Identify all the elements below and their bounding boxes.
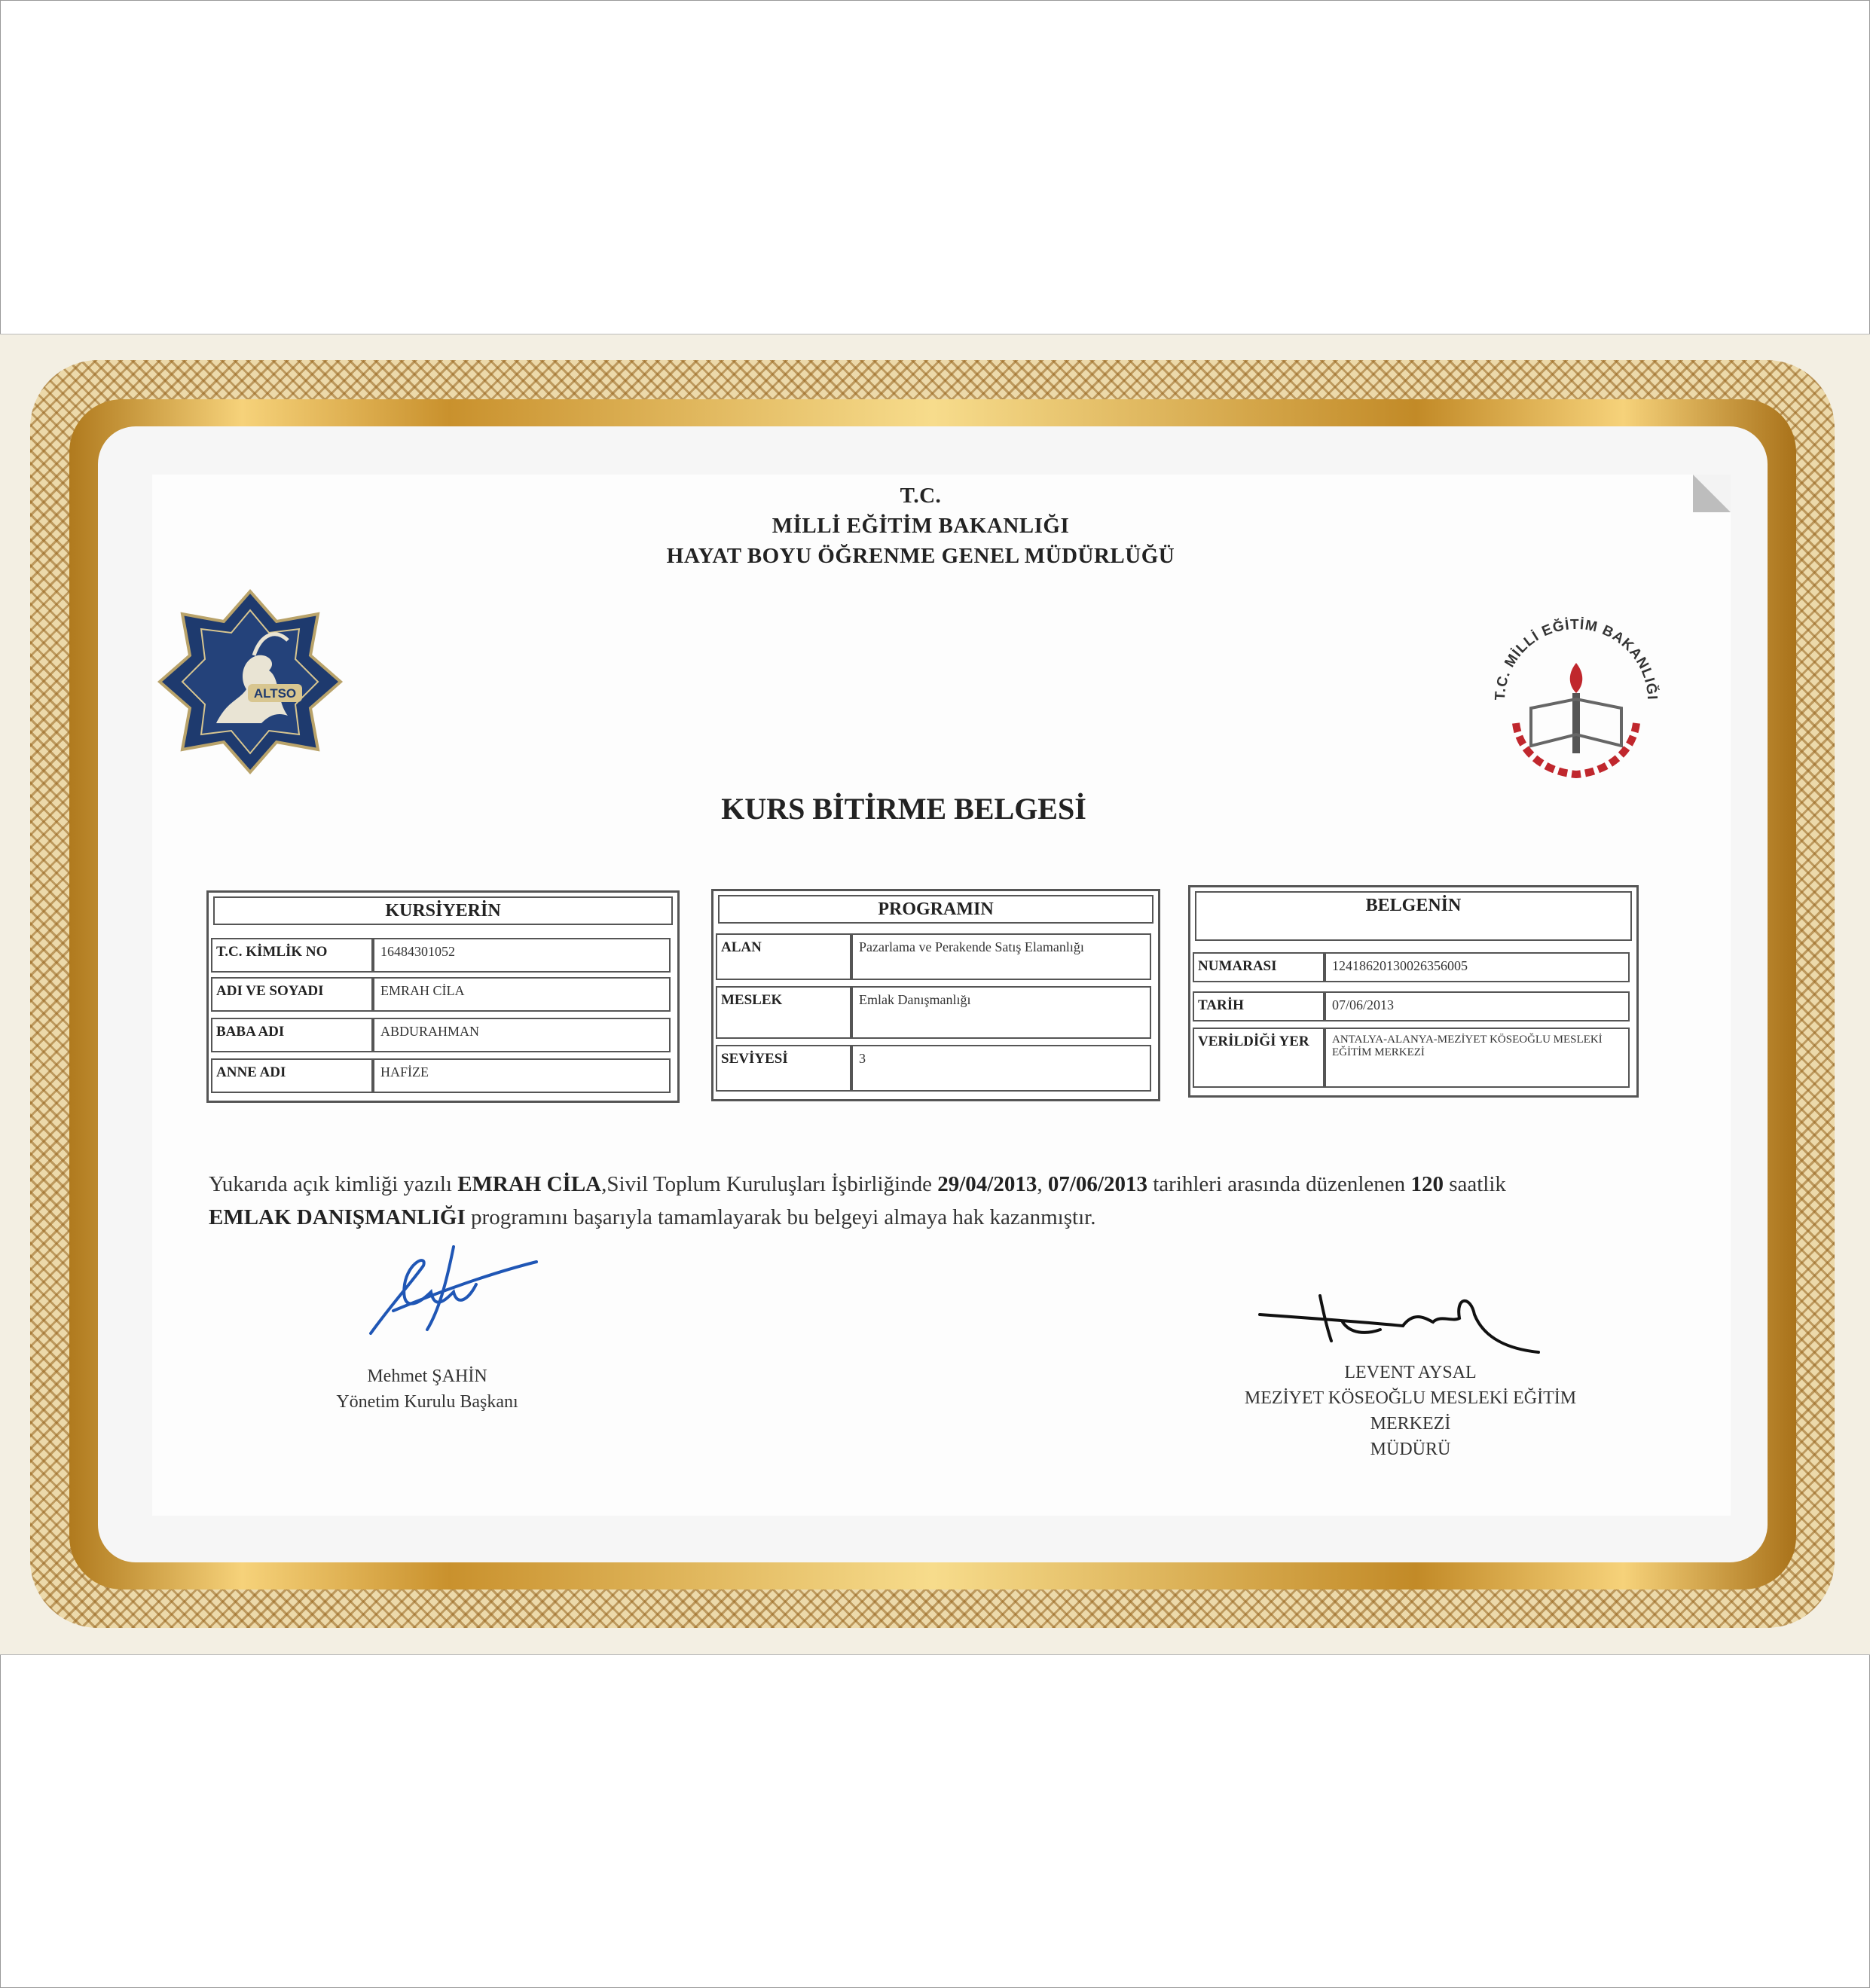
statement-end-date: 07/06/2013: [1047, 1172, 1147, 1196]
right-signatory-name: LEVENT AYSAL: [1344, 1363, 1477, 1382]
trainee-table-heading: KURSİYERİN: [213, 896, 673, 925]
program-level-label: SEVİYESİ: [716, 1045, 851, 1092]
statement-text: programını başarıyla tamamlayarak bu belgeyi almaya hak kazanmıştır.: [465, 1205, 1096, 1229]
statement-program: EMLAK DANIŞMANLIĞI: [209, 1205, 466, 1229]
statement-hours: 120: [1410, 1172, 1444, 1196]
left-signatory-name: Mehmet ŞAHİN: [367, 1367, 487, 1386]
trainee-name-value: EMRAH CİLA: [373, 977, 671, 1012]
document-place-value: ANTALYA-ALANYA-MEZİYET KÖSEOĞLU MESLEKİ EĞİTİM MERKEZİ: [1325, 1028, 1630, 1088]
program-profession-value: Emlak Danışmanlığı: [851, 986, 1151, 1039]
document-number-value: 12418620130026356005: [1325, 952, 1630, 982]
document-number-label: NUMARASI: [1193, 952, 1325, 982]
statement-text: tarihleri arasında düzenlenen: [1147, 1172, 1411, 1196]
trainee-father-label: BABA ADI: [211, 1018, 373, 1052]
document-table-heading: BELGENİN: [1195, 891, 1632, 941]
trainee-id-value: 16484301052: [373, 938, 671, 973]
program-field-label: ALAN: [716, 933, 851, 980]
trainee-mother-label: ANNE ADI: [211, 1058, 373, 1093]
program-profession-label: MESLEK: [716, 986, 851, 1039]
statement-text: Yukarıda açık kimliği yazılı: [209, 1172, 458, 1196]
trainee-name-label: ADI VE SOYADI: [211, 977, 373, 1012]
header-line-2: MİLLİ EĞİTİM BAKANLIĞI: [772, 514, 1070, 538]
document-date-value: 07/06/2013: [1325, 991, 1630, 1021]
right-signatory-line4: MÜDÜRÜ: [1370, 1440, 1451, 1459]
certificate-statement: [209, 1168, 1731, 1234]
program-table-heading: PROGRAMIN: [718, 895, 1153, 924]
certificate-title: KURS BİTİRME BELGESİ: [721, 792, 1086, 826]
program-field-value: Pazarlama ve Perakende Satış Elamanlığı: [851, 933, 1151, 980]
document-place-label: VERİLDİĞİ YER: [1193, 1028, 1325, 1088]
document-table: [1188, 885, 1639, 1098]
left-signatory: [284, 1364, 570, 1415]
header-line-3: HAYAT BOYU ÖĞRENME GENEL MÜDÜRLÜĞÜ: [666, 544, 1175, 568]
program-table: [711, 889, 1160, 1101]
statement-text: ,Sivil Toplum Kuruluşları İşbirliğinde: [601, 1172, 938, 1196]
header-line-1: T.C.: [900, 484, 942, 508]
altso-logo-text: ALTSO: [253, 686, 297, 701]
meb-logo-icon: [1463, 580, 1689, 806]
statement-text: saatlik: [1443, 1172, 1506, 1196]
statement-start-date: 29/04/2013: [937, 1172, 1037, 1196]
program-level-value: 3: [851, 1045, 1151, 1092]
trainee-table: [206, 890, 680, 1103]
right-signature-icon: [1252, 1288, 1569, 1371]
right-signatory-line2: MEZİYET KÖSEOĞLU MESLEKİ EĞİTİM: [1244, 1388, 1577, 1408]
trainee-mother-value: HAFİZE: [373, 1058, 671, 1093]
trainee-id-label: T.C. KİMLİK NO: [211, 938, 373, 973]
altso-logo-icon: [156, 588, 344, 776]
ministry-header: [152, 481, 1731, 571]
left-signatory-title: Yönetim Kurulu Başkanı: [336, 1392, 518, 1412]
left-signature-icon: [348, 1239, 544, 1345]
certificate-sheet: [152, 475, 1731, 1516]
statement-text: ,: [1037, 1172, 1048, 1196]
trainee-father-value: ABDURAHMAN: [373, 1018, 671, 1052]
meb-logo-text: T.C. MİLLİ EĞİTİM BAKANLIĞI: [1492, 616, 1661, 701]
document-date-label: TARİH: [1193, 991, 1325, 1021]
statement-trainee-name: EMRAH CİLA: [457, 1172, 602, 1196]
right-signatory-line3: MERKEZİ: [1370, 1414, 1451, 1434]
right-signatory: [1184, 1360, 1636, 1462]
